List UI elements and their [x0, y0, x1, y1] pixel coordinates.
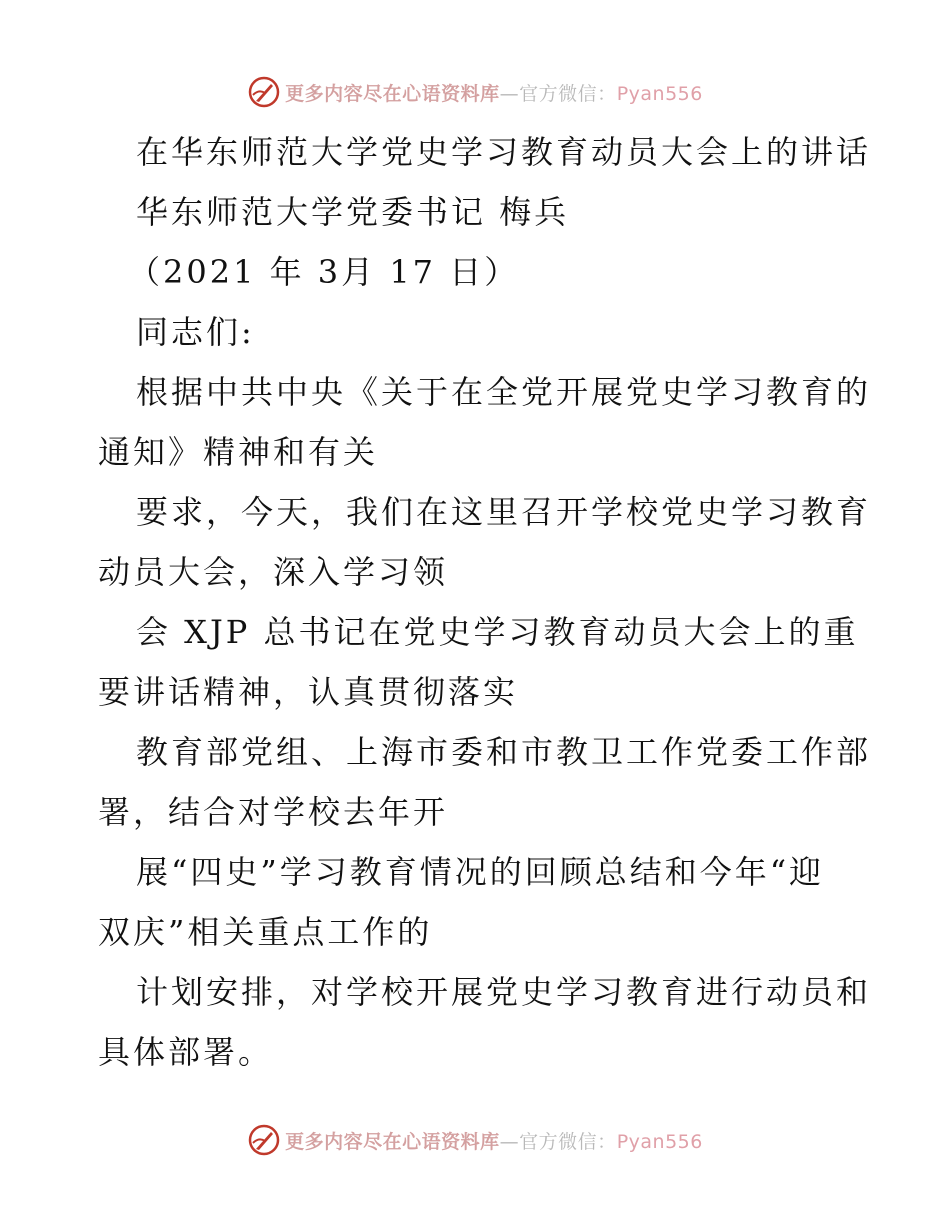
paragraph-5-first: 展“四史”学习教育情况的回顾总结和今年“迎	[136, 853, 825, 891]
salutation: 同志们:	[136, 313, 255, 351]
footer-watermark	[0, 1120, 950, 1160]
paragraph-5-rest: 双庆”相关重点工作的	[98, 913, 433, 951]
paragraph-4-first: 教育部党组、上海市委和市教卫工作党委工作部	[136, 733, 872, 771]
document-title: 在华东师范大学党史学习教育动员大会上的讲话	[136, 133, 872, 171]
watermark-brand: 更多内容尽在心语资料库	[285, 1130, 500, 1153]
document-body	[98, 122, 872, 1082]
watermark-separator: —官方微信：	[499, 1130, 617, 1153]
paragraph-6-rest: 具体部署。	[98, 1033, 274, 1071]
date-line: （2021 年 3月 17 日）	[128, 253, 520, 291]
paragraph-3-first: 会 XJP 总书记在党史学习教育动员大会上的重	[136, 613, 859, 651]
paragraph-6-first: 计划安排，对学校开展党史学习教育进行动员和	[136, 973, 872, 1011]
paragraph-4-rest: 署，结合对学校去年开	[98, 793, 449, 831]
paragraph-2-rest: 动员大会，深入学习领	[98, 553, 449, 591]
paragraph-1-first: 根据中共中央《关于在全党开展党史学习教育的	[136, 373, 872, 411]
quill-logo-icon	[247, 75, 281, 109]
watermark-wechat-id: Pyan556	[616, 1130, 703, 1153]
paragraph-2-first: 要求，今天，我们在这里召开学校党史学习教育	[136, 493, 872, 531]
header-watermark	[0, 72, 950, 112]
watermark-separator: —官方微信：	[499, 82, 617, 105]
paragraph-1-rest: 通知》精神和有关	[98, 433, 379, 471]
watermark-wechat-id: Pyan556	[616, 82, 703, 105]
paragraph-3-rest: 要讲话精神，认真贯彻落实	[98, 673, 519, 711]
watermark-brand: 更多内容尽在心语资料库	[285, 82, 500, 105]
quill-logo-icon	[247, 1123, 281, 1157]
speaker-line: 华东师范大学党委书记 梅兵	[136, 193, 570, 231]
